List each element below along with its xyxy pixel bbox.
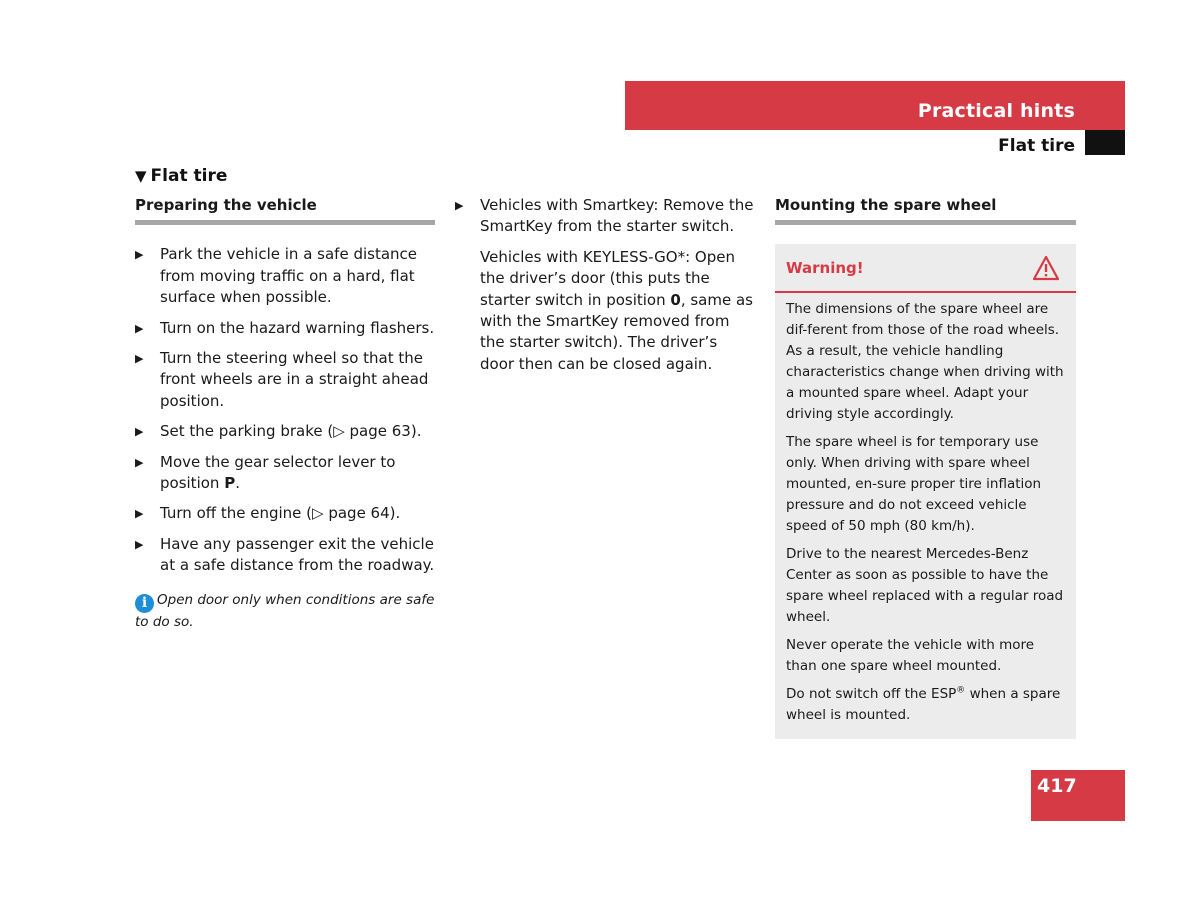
warning-body — [775, 293, 1076, 726]
page-ref-arrow-icon: ▷ — [312, 504, 324, 523]
page-ref-arrow-icon: ▷ — [333, 422, 345, 441]
list-item: ▶ Set the parking brake (▷ page 63). — [135, 421, 435, 442]
warning-paragraph: Do not switch off the ESP® when a spare wheel is mounted. — [786, 685, 1061, 724]
subheading-preparing: Preparing the vehicle — [135, 195, 435, 225]
list-item: ▶ Vehicles with Smartkey: Remove the SmartKey from the starter switch. — [455, 196, 754, 236]
warning-header — [775, 244, 1076, 293]
info-icon: i — [135, 594, 154, 613]
page-title — [135, 166, 227, 186]
list-item: ▶ Have any passenger exit the vehicle at a safe distance from the roadway. — [135, 534, 435, 575]
page-number: 417 — [1037, 775, 1077, 797]
header-black-tab — [1085, 130, 1125, 155]
warning-paragraph: The spare wheel is for temporary use only. When driving with spare wheel mounted, en-sure proper tire inflation pressure and do not exceed vehicle speed of 50 mph (80 km/h). — [786, 434, 1042, 535]
bullet-arrow-icon: ▶ — [135, 507, 144, 521]
page-title-text: Flat tire — [150, 166, 228, 186]
warning-paragraph: Never operate the vehicle with more than one spare wheel mounted. — [786, 637, 1035, 675]
info-note: i Open door only when conditions are safe to do so. — [135, 591, 435, 630]
column-smartkey — [455, 195, 755, 375]
bullet-arrow-icon: ▶ — [135, 352, 144, 366]
bullet-arrow-icon: ▶ — [135, 425, 144, 439]
bullet-arrow-icon: ▶ — [135, 248, 144, 262]
warning-triangle-icon — [1032, 255, 1060, 287]
steps-list — [135, 244, 435, 576]
subheading-mounting: Mounting the spare wheel — [775, 195, 1076, 225]
list-item: ▶ Turn off the engine (▷ page 64). — [135, 503, 435, 524]
bullet-arrow-icon: ▶ — [455, 199, 464, 212]
bullet-arrow-icon: ▶ — [135, 321, 144, 335]
triangle-down-icon: ▼ — [135, 167, 147, 185]
list-item: ▶ Move the gear selector lever to position P. — [135, 452, 396, 493]
column-preparing — [135, 195, 435, 632]
bullet-arrow-icon: ▶ — [135, 455, 144, 469]
keyless-go-paragraph: Vehicles with KEYLESS-GO*: Open the driver’s door (this puts the starter switch in position 0, same as with the SmartKey removed from the starter switch). The driver’s door then can be closed again. — [480, 247, 753, 373]
warning-paragraph: The dimensions of the spare wheel are dif-ferent from those of the road wheels. As a result, the vehicle handling characteristics change when driving with a mounted spare wheel. Adapt your driving style accordingly. — [786, 301, 1064, 423]
list-item: ▶ Turn the steering wheel so that the front wheels are in a straight ahead position. — [135, 349, 429, 410]
warning-label: Warning! — [786, 259, 864, 278]
subsection-title: Flat tire — [998, 136, 1075, 156]
warning-paragraph: Drive to the nearest Mercedes-Benz Center as soon as possible to have the spare wheel replaced with a regular road wheel. — [786, 546, 1064, 626]
list-item: ▶ Park the vehicle in a safe distance from moving traffic on a hard, flat surface when possible. — [135, 245, 418, 307]
section-title: Practical hints — [917, 100, 1075, 122]
bullet-arrow-icon: ▶ — [135, 537, 144, 551]
column-spare-wheel — [775, 195, 1076, 739]
list-item: ▶ Turn on the hazard warning flashers. — [135, 318, 435, 339]
warning-box — [775, 244, 1076, 739]
